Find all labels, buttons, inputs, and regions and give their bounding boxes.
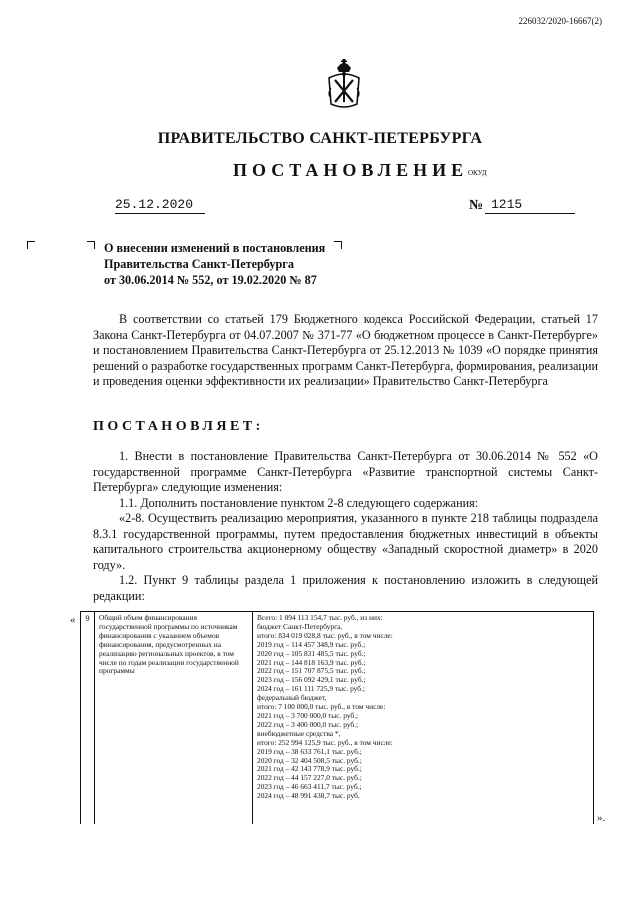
value-line: 2023 год – 46 663 411,7 тыс. руб.; — [257, 782, 362, 792]
value-line: 2019 год – 38 633 761,1 тыс. руб.; — [257, 746, 362, 756]
financing-table — [80, 611, 594, 824]
value-line: итого: 7 100 000,0 тыс. руб., в том числе: — [257, 702, 386, 712]
value-line: итого: 252 994 125,9 тыс. руб., в том числе: — [257, 737, 393, 747]
resolution-items — [93, 449, 598, 604]
value-line: 2020 год – 32 404 508,5 тыс. руб.; — [257, 755, 362, 765]
number-label: № — [469, 198, 484, 213]
value-line: 2022 год – 44 157 227,0 тыс. руб.; — [257, 773, 362, 783]
value-line: бюджет Санкт-Петербурга, — [257, 621, 343, 631]
value-line: 2019 год – 114 457 348,9 тыс. руб.; — [257, 639, 366, 649]
value-line: 2024 год – 161 111 725,9 тыс. руб.; — [257, 684, 365, 694]
value-line: 2020 год – 105 831 485,5 тыс. руб.; — [257, 648, 366, 658]
item-paragraph: «2-8. Осуществить реализацию мероприятия, указанного в пункте 218 таблицы подраздела 8.3.1 государственной программы, путем предоставления бюджетных инвестиций в объекты капитального строительства акционерному обществу «Западный скоростной диаметр» в 2020 году». — [93, 511, 598, 572]
value-line: 2022 год – 151 707 875,5 тыс. руб.; — [257, 666, 366, 676]
preamble-paragraph: В соответствии со статьей 179 Бюджетного кодекса Российской Федерации, статьей 17 Закона Санкт-Петербурга от 04.07.2007 № 371-77 «О бюджетном процессе в Санкт-Петербурге» и постановлением Правительства Санкт-Петербурга от 25.12.2013 № 1039 «О порядке принятия решений о разработке государственных программ Санкт-Петербурга, формирования, реализации и проведения оценки эффективности их реализации» Правительство Санкт-Петербурга — [93, 312, 598, 388]
document-number: 1215 — [485, 197, 575, 214]
subject-line: О внесении изменений в постановления — [104, 241, 326, 255]
value-line: федеральный бюджет, — [257, 693, 327, 703]
document-registration-number: 226032/2020-16667(2) — [518, 16, 602, 26]
corner-mark-right — [87, 241, 95, 249]
preamble — [93, 312, 598, 390]
item-paragraph: 1.2. Пункт 9 таблицы раздела 1 приложения к постановлению изложить в следующей редакции: — [93, 573, 598, 603]
table-close-quote: ». — [597, 812, 606, 824]
value-line: внебюджетные средства *, — [257, 728, 341, 738]
okud-label: ОКУД — [468, 169, 487, 177]
resolves-heading: ПОСТАНОВЛЯЕТ: — [93, 419, 264, 434]
value-line: 2023 год – 156 092 429,1 тыс. руб.; — [257, 675, 366, 685]
value-line: 2021 год – 3 700 000,0 тыс. руб.; — [257, 710, 359, 720]
value-line: 2021 год – 144 818 163,9 тыс. руб.; — [257, 657, 366, 667]
resolution-subject — [104, 240, 354, 288]
corner-mark-left — [27, 241, 35, 249]
coat-of-arms-emblem — [325, 58, 363, 110]
item-paragraph: 1.1. Дополнить постановление пунктом 2-8 следующего содержания: — [119, 495, 479, 510]
table-open-quote: « — [70, 614, 76, 626]
table-values — [253, 612, 593, 824]
subject-line: Правительства Санкт-Петербурга — [104, 257, 294, 271]
subject-line: от 30.06.2014 № 552, от 19.02.2020 № 87 — [104, 273, 317, 287]
value-line: Всего: 1 094 113 154,7 тыс. руб., из них: — [257, 613, 383, 622]
item-paragraph: 1. Внести в постановление Правительства Санкт-Петербурга от 30.06.2014 № 552 «О государственной программе Санкт-Петербурга «Развитие транспортной системы Санкт-Петербурга» следующие изменения: — [93, 449, 598, 494]
value-line: итого: 834 019 028,8 тыс. руб., в том числе: — [257, 630, 393, 640]
value-line: 2021 год – 42 143 778,9 тыс. руб.; — [257, 764, 362, 774]
document-date: 25.12.2020 — [115, 197, 205, 214]
government-name: ПРАВИТЕЛЬСТВО САНКТ-ПЕТЕРБУРГА — [157, 130, 483, 147]
table-row-number: 9 — [81, 612, 95, 824]
value-line: 2022 год – 3 400 000,0 тыс. руб.; — [257, 719, 359, 729]
document-type-title: ПОСТАНОВЛЕНИЕ — [233, 160, 469, 180]
value-line: 2024 год – 48 991 438,7 тыс. руб. — [257, 791, 360, 801]
table-description: Общий объем финансирования государственной программы по источникам финансирования с указанием объемов финансирования, предусмотренных на реализацию региональных проектов, в том числе по годам реализации государственной программы — [95, 612, 253, 824]
